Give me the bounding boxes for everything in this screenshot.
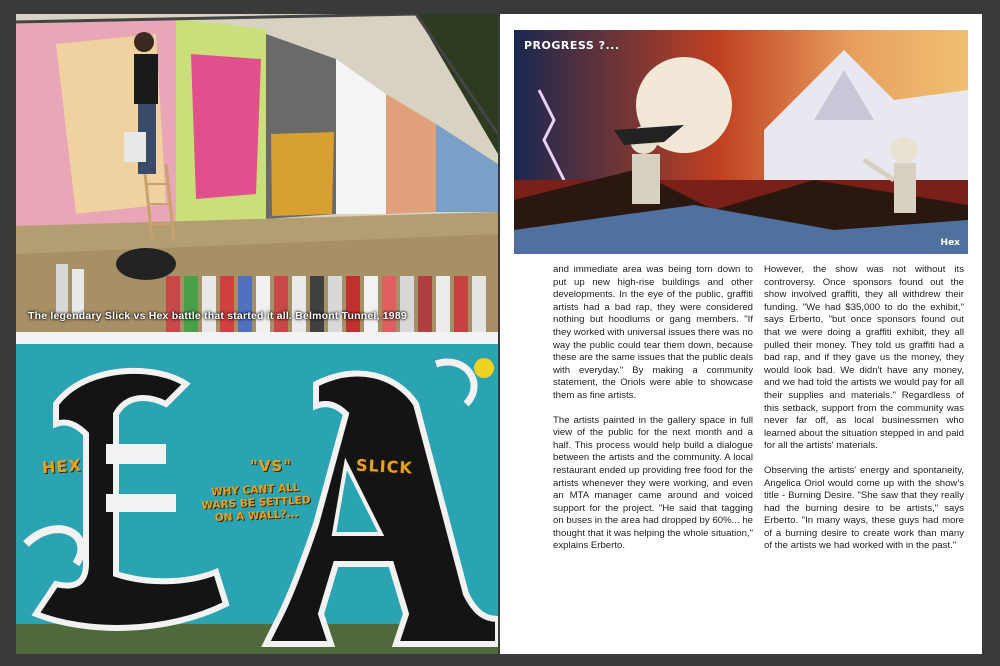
- left-page: [16, 14, 498, 654]
- graffiti-wall-illustration: [16, 14, 498, 332]
- text-column-1: [553, 264, 753, 565]
- hex-tag: HEX: [41, 455, 83, 478]
- belmont-tunnel-photo: [16, 14, 498, 332]
- skeleton-mural-illustration: [514, 30, 968, 254]
- vs-tag: "VS": [250, 457, 293, 475]
- text-column-2: [764, 264, 964, 565]
- paragraph: and immediate area was being torn down to put up new high-rise buildings and other developments. In the eye of the public, graffiti artists had a bad rap, they were considered nothing but hoodlums or gang members. "If they worked with universal issues there was no way the public could tear them down, because these are the same issues that the public deals with everyday." By making a community statement, the Oriols were able to showcase them as fine artists.: [553, 264, 753, 401]
- la-mural-photo: [16, 344, 498, 654]
- paragraph: Observing the artists' energy and spontaneity, Angelica Oriol would come up with the show's title - Burning Desire. "She saw that they really had the burning desire to be artists," says Erberto. "In many ways, these guys had more of a burning desire to create work than many of the artists we had worked with in the past.": [764, 464, 964, 552]
- mural-title: PROGRESS ?...: [524, 39, 620, 52]
- photo-caption: The legendary Slick vs Hex battle that started it all. Belmont Tunnel, 1989: [28, 310, 407, 322]
- progress-mural: [514, 30, 968, 254]
- slick-tag: SLICK: [355, 455, 414, 478]
- wall-quote: WHY CANT ALL WARS BE SETTLED ON A WALL?...: [201, 481, 311, 525]
- right-page: [500, 14, 982, 654]
- paragraph: The artists painted in the gallery space in full view of the public for the next month and a half. This process would help build a dialogue between the artists and the community. A local restaurant ended up providing free food for the artists whenever they were working, and even an MTA manager came around and voiced support for the project. "He said that tagging on buses in the area had dropped by 60%... he thought that it was helping the whole situation," explains Erberto.: [553, 414, 753, 552]
- paragraph: However, the show was not without its controversy. Once sponsors found out the show involved graffiti, they all withdrew their funding. "We had $35,000 to do the exhibit," says Erberto, "but once sponsors found out that we were doing a graffiti exhibit, they all pulled their money. They told us graffiti had a bad rap, and if they gave us the money, they would look bad. We didn't have any money, and we had told the artists we would pay for all their supplies and materials." Regardless of this setback, support from the community was never far off, as local businessmen who learned about the situation stepped in and paid for all the artists' materials.: [764, 264, 964, 452]
- mural-signature: Hex: [940, 238, 960, 248]
